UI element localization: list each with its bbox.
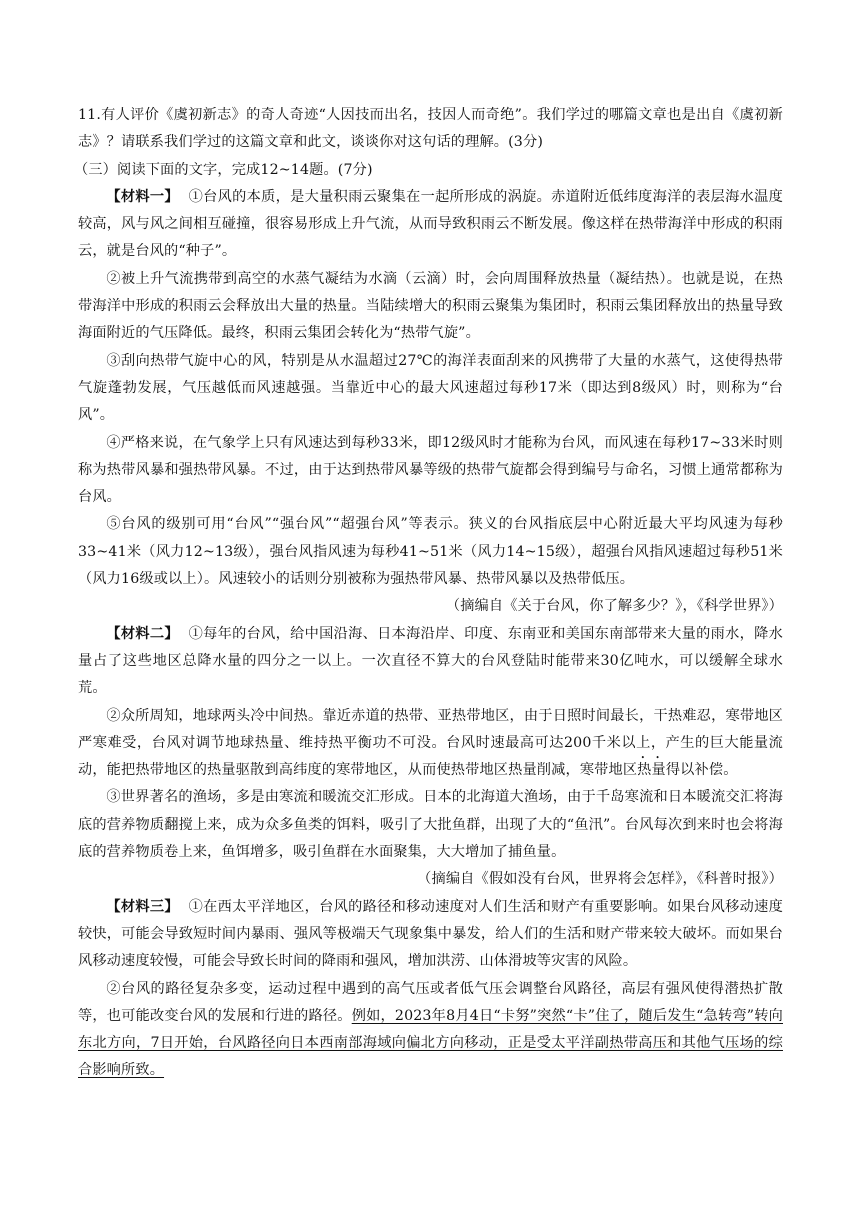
material-1-paragraph-4: ④严格来说，在气象学上只有风速达到每秒33米，即12级风时才能称为台风，而风速在每秒17~33米时则称为热带风暴和强热带风暴。不过，由于达到热带风暴等级的热带气旋都会得到编号与命名，习惯上通常都称为台风。	[78, 434, 783, 506]
material-3-p2-plain: ②台风的路径复杂多变，运动过程中遇到的高气压或者低气压会调整台风路径，高层有强风使得潜热扩散等，也可能改变台风的发展和行进的路径。	[78, 980, 783, 1024]
material-2-label: 【材料二】	[106, 625, 179, 642]
material-1-label: 【材料一】	[106, 188, 179, 205]
section-3-heading: （三）阅读下面的文字，完成12~14题。(7分)	[74, 161, 373, 178]
material-3-p1-text: ①在西太平洋地区，台风的路径和移动速度对人们生活和财产有重要影响。如果台风移动速度较快，可能会导致短时间内暴雨、强风等极端天气现象集中暴发，给人们的生活和财产带来较大破坏。而如果台风移动速度较慢，可能会导致长时间的降雨和强风，增加洪涝、山体滑坡等灾害的风险。	[78, 898, 783, 970]
material-1-source: （摘编自《关于台风，你了解多少？》，《科学世界》）	[445, 598, 783, 615]
material-3-label: 【材料三】	[106, 898, 179, 915]
material-2-p1-text: ①每年的台风，给中国沿海、日本海沿岸、印度、东南亚和美国东南部带来大量的雨水，降水量占了这些地区总降水量的四分之一以上。一次直径不算大的台风登陆时能带来30亿吨水，可以缓解全球水荒。	[78, 625, 783, 697]
material-1-paragraph-1	[78, 184, 783, 266]
material-1-paragraph-5: ⑤台风的级别可用“台风”“强台风”“超强台风”等表示。狭义的台风指底层中心附近最大平均风速为每秒33~41米（风力12~13级），强台风指风速为每秒41~51米（风力14~15级），超强台风指风速超过每秒51米（风力16级或以上）。风速较小的话则分别被称为强热带风暴、热带风暴以及热带低压。	[78, 516, 783, 588]
material-3-paragraph-2	[78, 976, 783, 1085]
material-3-underlined-sentence: 例如，2023年8月4日“卡努”突然“卡”住了，随后发生“急转弯”转向东北方向，7日开始，台风路径向日本西南部海域向偏北方向移动，正是受太平洋副热带高压和其他气压场的综合影响所致。	[78, 1007, 783, 1079]
emphasis-dot-char-1: 以	[621, 734, 637, 751]
material-2-paragraph-1	[78, 621, 783, 703]
material-1-p1-text: ①台风的本质，是大量积雨云聚集在一起所形成的涡旋。赤道附近低纬度海洋的表层海水温度较高，风与风之间相互碰撞，很容易形成上升气流，从而导致积雨云不断发展。像这样在热带海洋中形成的积雨云，就是台风的“种子”。	[78, 188, 783, 260]
material-2-paragraph-2	[78, 703, 783, 785]
material-1-paragraph-2: ②被上升气流携带到高空的水蒸气凝结为水滴（云滴）时，会向周围释放热量（凝结热）。也就是说，在热带海洋中形成的积雨云会释放出大量的热量。当陆续增大的积雨云聚集为集团时，积雨云集团释放出的热量导致海面附近的气压降低。最终，积雨云集团会转化为“热带气旋”。	[78, 270, 783, 342]
material-2-paragraph-3: ③世界著名的渔场，多是由寒流和暖流交汇形成。日本的北海道大渔场，由于千岛寒流和日本暖流交汇将海底的营养物质翻搅上来，成为众多鱼类的饵料，吸引了大批鱼群，出现了大的“鱼汛”。台风每次到来时也会将海底的营养物质卷上来，鱼饵增多，吸引鱼群在水面聚集，大大增加了捕鱼量。	[78, 789, 783, 861]
exam-page	[74, 102, 783, 1085]
question-11: 11.有人评价《虞初新志》的奇人奇迹“人因技而出名，技因人而奇绝”。我们学过的哪篇文章也是出自《虞初新志》？请联系我们学过的这篇文章和此文，谈谈你对这句话的理解。(3分)	[78, 107, 783, 151]
material-2-p2-after: ，产生的巨大能量流动，能把热带地区的热量驱散到高纬度的寒带地区，从而使热带地区热量削减，寒带地区热量得以补偿。	[78, 734, 783, 779]
material-2-source: （摘编自《假如没有台风，世界将会怎样》，《科普时报》）	[417, 871, 783, 888]
emphasis-dot-char-2: 上	[636, 734, 651, 751]
material-2-p2-before: ②众所周知，地球两头冷中间热。靠近赤道的热带、亚热带地区，由于日照时间最长，干热难忍，寒带地区严寒难受，台风对调节地球热量、维持热平衡功不可没。台风时速最高可达200千米	[78, 707, 783, 751]
material-1-paragraph-3: ③刮向热带气旋中心的风，特别是从水温超过27℃的海洋表面刮来的风携带了大量的水蒸气，这使得热带气旋蓬勃发展，气压越低而风速越强。当靠近中心的最大风速超过每秒17米（即达到8级风）时，则称为“台风”。	[78, 352, 783, 424]
material-3-paragraph-1	[78, 894, 783, 976]
